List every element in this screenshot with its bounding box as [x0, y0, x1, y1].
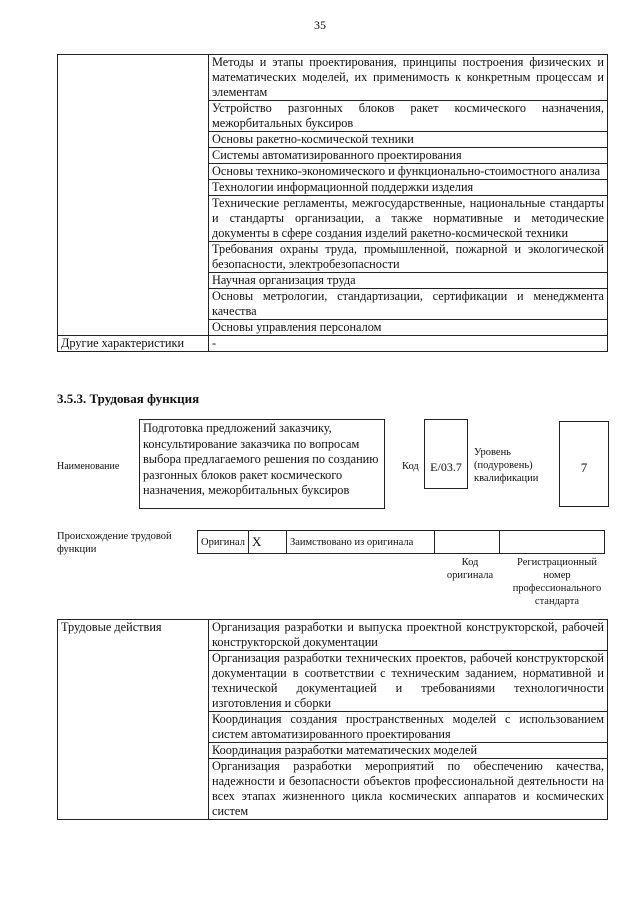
table-row: [58, 336, 608, 352]
labor-action-item: Координация создания пространственных моделей с использованием систем автоматизированного проектирования: [209, 712, 608, 743]
knowledge-item: Основы метрологии, стандартизации, сертификации и менеджмента качества: [209, 289, 608, 320]
level-value-box: 7: [559, 421, 609, 507]
knowledge-item: Технические регламенты, межгосударственные, национальные стандарты и стандарты организации, а также нормативные и методические документы в сфере создания изделий ракетно-космической техники: [209, 196, 608, 242]
labor-action-item: Организация разработки мероприятий по обеспечению качества, надежности и безопасности объектов профессиональной деятельности на всех этапах жизненного цикла космических аппаратов и космических систем: [209, 759, 608, 820]
labor-action-item: Организация разработки технических проектов, рабочей конструкторской документации в соответствии с техническим заданием, нормативной и технической документацией и требованиями технологичности изготовления и сборки: [209, 651, 608, 712]
knowledge-item: Системы автоматизированного проектирования: [209, 148, 608, 164]
knowledge-table: [57, 54, 608, 352]
labor-action-item: Координация разработки математических моделей: [209, 743, 608, 759]
function-name-box: Подготовка предложений заказчику, консультирование заказчика по вопросам выбора предлагаемого решения по созданию разгонных блоков ракет космического назначения, межорбитальных буксиров: [139, 419, 385, 509]
labor-actions-label: Трудовые действия: [58, 620, 209, 820]
other-characteristics-label: Другие характеристики: [58, 336, 209, 352]
origin-code-caption: Код оригинала: [446, 557, 494, 581]
table-row: [58, 620, 608, 651]
origin-reg-cell: [500, 531, 605, 554]
knowledge-item: Основы управления персоналом: [209, 320, 608, 336]
level-label: Уровень (подуровень) квалификации: [474, 447, 539, 484]
origin-reg-caption: Регистрационный номер профессионального стандарта: [512, 557, 602, 607]
origin-mark-cell: X: [249, 531, 287, 554]
origin-label: Происхождение трудовой функции: [57, 531, 172, 555]
origin-table: [197, 530, 605, 554]
knowledge-item: Устройство разгонных блоков ракет космического назначения, межорбитальных буксиров: [209, 101, 608, 132]
origin-original-cell: Оригинал: [198, 531, 249, 554]
code-value-box: E/03.7: [424, 419, 468, 489]
knowledge-item: Основы технико-экономического и функционально-стоимостного анализа: [209, 164, 608, 180]
section-title: 3.5.3. Трудовая функция: [57, 391, 200, 406]
other-characteristics-value: -: [209, 336, 608, 352]
table-row: [198, 531, 605, 554]
knowledge-label-cell: [58, 55, 209, 336]
origin-borrowed-cell: Заимствовано из оригинала: [287, 531, 435, 554]
knowledge-item: Научная организация труда: [209, 273, 608, 289]
knowledge-item: Основы ракетно-космической техники: [209, 132, 608, 148]
labor-action-item: Организация разработки и выпуска проектной конструкторской, рабочей конструкторской документации: [209, 620, 608, 651]
table-row: [58, 55, 608, 101]
knowledge-item: Требования охраны труда, промышленной, пожарной и экологической безопасности, электробезопасности: [209, 242, 608, 273]
code-label: Код: [402, 461, 419, 472]
page-number: 35: [314, 18, 326, 32]
labor-actions-table: [57, 619, 608, 820]
origin-code-cell: [435, 531, 500, 554]
knowledge-item: Методы и этапы проектирования, принципы построения физических и математических моделей, их применимость к конкретным процессам и элементам: [209, 55, 608, 101]
knowledge-item: Технологии информационной поддержки изделия: [209, 180, 608, 196]
name-label: Наименование: [57, 461, 120, 472]
